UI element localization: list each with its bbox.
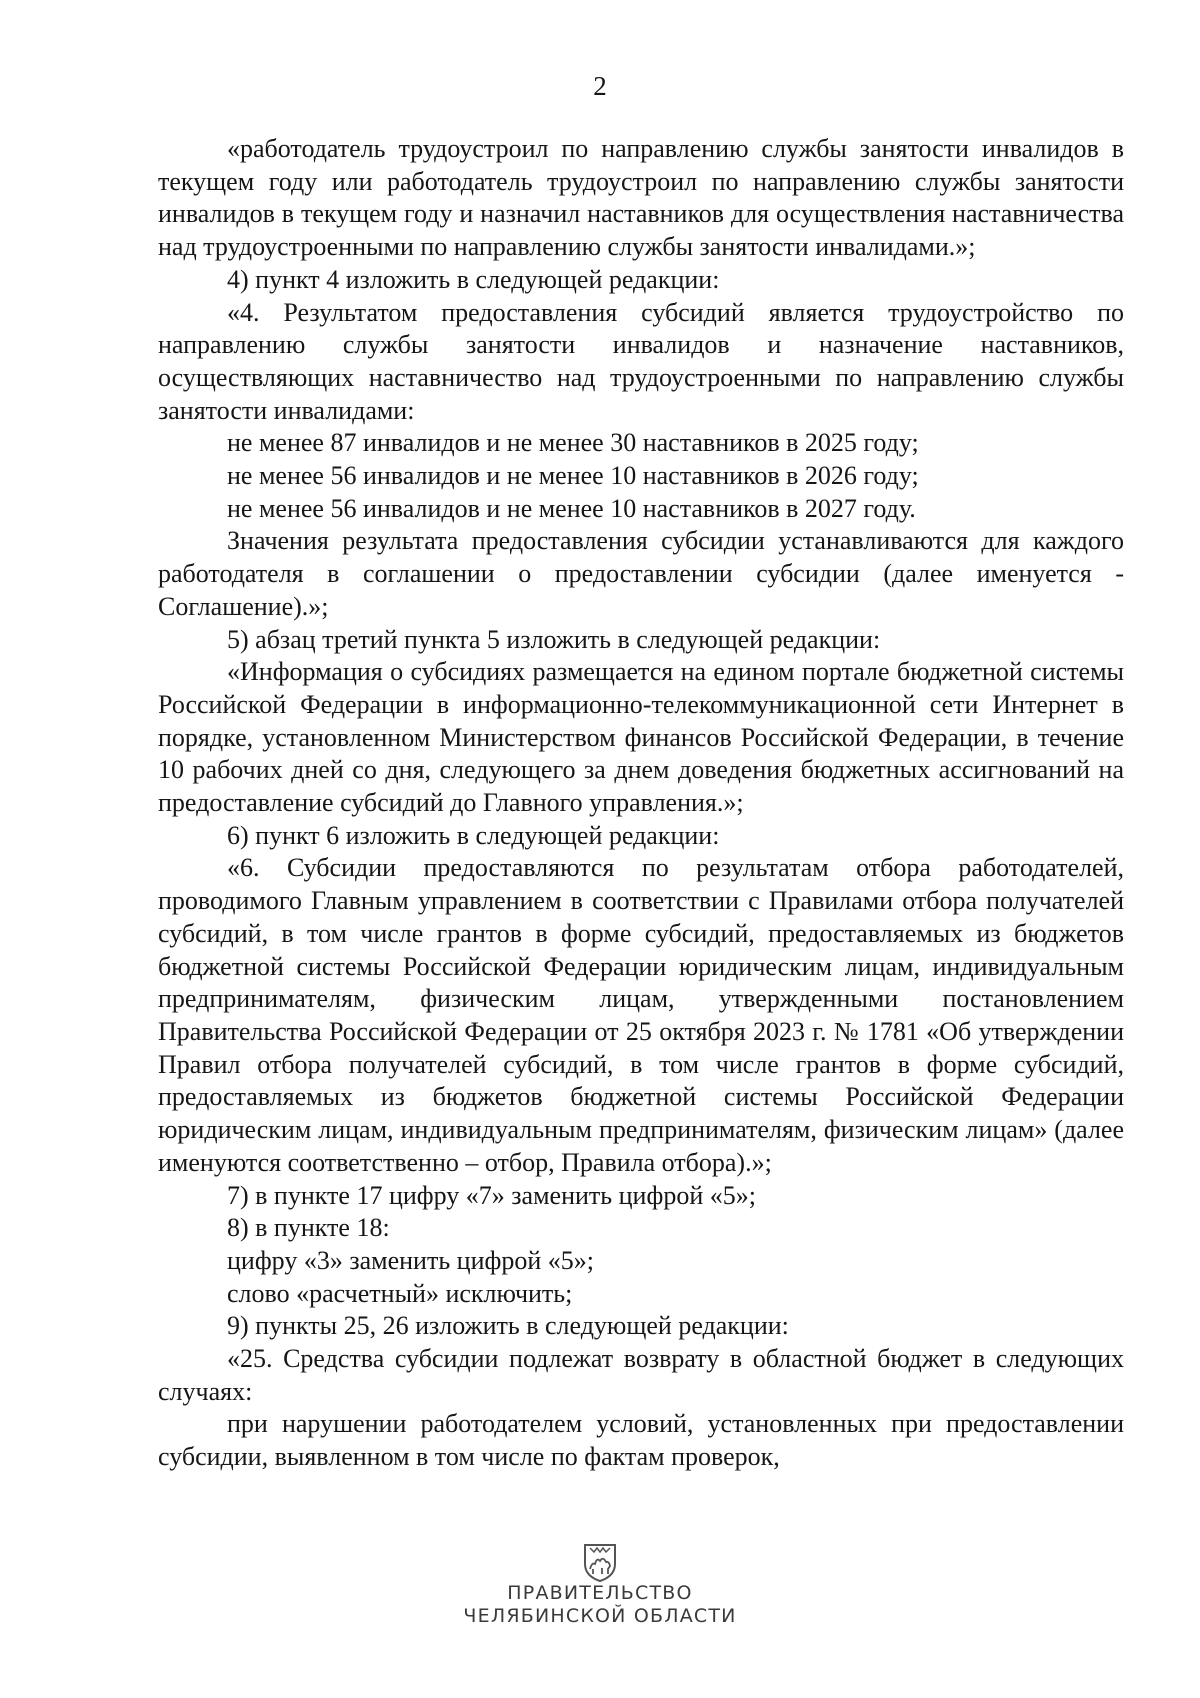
footer-stamp [0, 1542, 1200, 1628]
paragraph: не менее 56 инвалидов и не менее 10 наставников в 2027 году. [227, 493, 916, 523]
footer-line-region: ЧЕЛЯБИНСКОЙ ОБЛАСТИ [463, 1605, 737, 1627]
paragraph: «4. Результатом предоставления субсидий является трудоустройство по направлению службы занятости инвалидов и назначение наставников, осуществляющих наставничество над трудоустроенными по направлению службы занятости инвалидами: [158, 297, 1124, 425]
paragraph: «Информация о субсидиях размещается на едином портале бюджетной системы Российской Федерации в информационно-телекоммуникационной сети Интернет в порядке, установленном Министерством финансов Российской Федерации, в течение 10 рабочих дней со дня, следующего за днем доведения бюджетных ассигнований на предоставление субсидий до Главного управления.»; [158, 657, 1124, 818]
paragraph: Значения результата предоставления субсидии устанавливаются для каждого работодателя в соглашении о предоставлении субсидии (далее именуется - Соглашение).»; [158, 526, 1124, 621]
paragraph: «25. Средства субсидии подлежат возврату в областной бюджет в следующих случаях: [158, 1344, 1124, 1406]
footer-line-government: ПРАВИТЕЛЬСТВО [507, 1582, 693, 1604]
paragraph: «работодатель трудоустроил по направлению службы занятости инвалидов в текущем году или работодатель трудоустроил по направлению службы занятости инвалидов в текущем году и назначил наставников для осуществления наставничества над трудоустроенными по направлению службы занятости инвалидами.»; [158, 134, 1124, 262]
paragraph: 6) пункт 6 изложить в следующей редакции: [227, 820, 720, 850]
paragraph: 7) в пункте 17 цифру «7» заменить цифрой «5»; [227, 1180, 756, 1210]
paragraph: не менее 56 инвалидов и не менее 10 наставников в 2026 году; [227, 461, 919, 491]
paragraph: слово «расчетный» исключить; [227, 1278, 573, 1308]
paragraph: 4) пункт 4 изложить в следующей редакции: [227, 264, 720, 294]
paragraph: при нарушении работодателем условий, установленных при предоставлении субсидии, выявленном в том числе по фактам проверок, [158, 1409, 1124, 1472]
paragraph: цифру «3» заменить цифрой «5»; [227, 1245, 594, 1275]
paragraph: 8) в пункте 18: [227, 1213, 390, 1243]
chelyabinsk-camel-emblem-icon [583, 1542, 617, 1582]
page-number: 2 [593, 71, 607, 101]
paragraph: 9) пункты 25, 26 изложить в следующей редакции: [227, 1311, 789, 1341]
document-body [158, 133, 1124, 1474]
paragraph: «6. Субсидии предоставляются по результатам отбора работодателей, проводимого Главным управлением в соответствии с Правилами отбора получателей субсидий, в том числе грантов в форме субсидий, предоставляемых из бюджетов бюджетной системы Российской Федерации юридическим лицам, индивидуальным предпринимателям, физическим лицам, утвержденными постановлением Правительства Российской Федерации от 25 октября 2023 г. № 1781 «Об утверждении Правил отбора получателей субсидий, в том числе грантов в форме субсидий, предоставляемых из бюджетов бюджетной системы Российской Федерации юридическим лицам, индивидуальным предпринимателям, физическим лицам» (далее именуются соответственно – отбор, Правила отбора).»; [158, 853, 1124, 1177]
paragraph: 5) абзац третий пункта 5 изложить в следующей редакции: [227, 624, 881, 654]
paragraph: не менее 87 инвалидов и не менее 30 наставников в 2025 году; [227, 428, 919, 458]
